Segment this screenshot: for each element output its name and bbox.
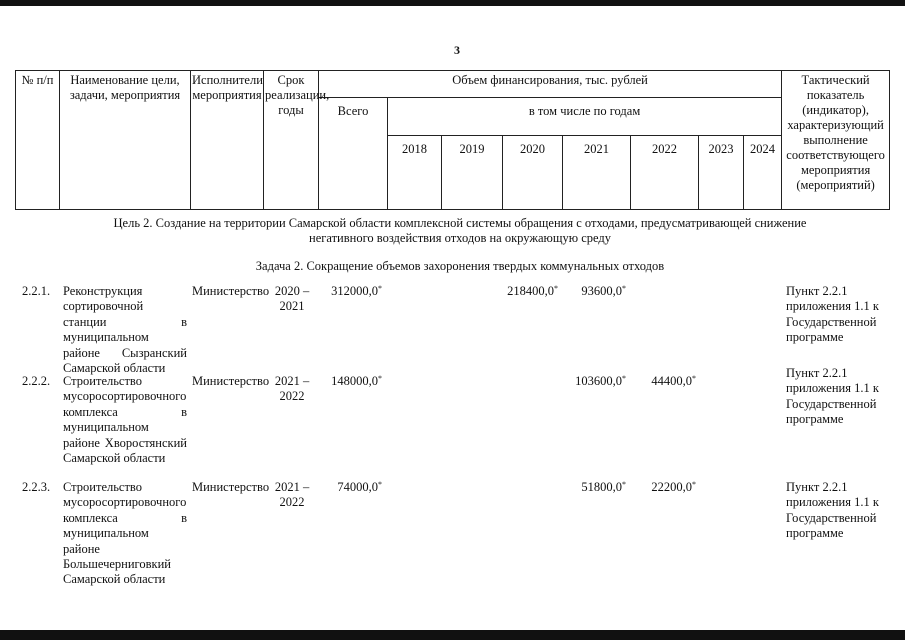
task-heading: Задача 2. Сокращение объемов захоронения твердых коммунальных отходов: [255, 259, 665, 273]
row-2022: 44400,0*: [651, 374, 696, 388]
row-total: 148000,0*: [331, 374, 382, 388]
row-indicator: Пункт 2.2.1 приложения 1.1 к Государственной программе: [786, 480, 879, 541]
header-funding: Объем финансирования, тыс. рублей: [319, 71, 782, 98]
row-2021: 93600,0*: [581, 284, 626, 298]
row-name: Строительство мусоросортировочного комплекса в муниципальном районе Хворостянский Самарской области: [63, 374, 187, 466]
header-exec: Исполнители мероприятия: [191, 71, 264, 210]
row-term: 2020 – 2021: [274, 284, 310, 314]
row-indicator: Пункт 2.2.1 приложения 1.1 к Государственной программе: [786, 284, 879, 345]
row-number: 2.2.2.: [22, 374, 51, 388]
header-year: 2022: [631, 136, 699, 210]
row-2021: 51800,0*: [581, 480, 626, 494]
top-border: [0, 0, 905, 6]
page-number: 3: [454, 43, 460, 57]
header-term: Срок реализации, годы: [264, 71, 319, 210]
goal-heading: Цель 2. Создание на территории Самарской области комплексной системы обращения с отходами, предусматривающей снижение негативного воздействия отходов на окружающую среду: [113, 216, 807, 245]
row-number: 2.2.1.: [22, 284, 51, 298]
table-row: [0, 480, 905, 610]
header-year: 2024: [744, 136, 782, 210]
row-executor: Министерство: [192, 374, 270, 388]
row-executor: Министерство: [192, 284, 270, 298]
row-total: 312000,0*: [331, 284, 382, 298]
row-2021: 103600,0*: [575, 374, 626, 388]
row-indicator: Пункт 2.2.1 приложения 1.1 к Государственной программе: [786, 366, 879, 427]
row-term: 2021 – 2022: [274, 374, 310, 404]
table-header: [15, 70, 890, 210]
row-2022: 22200,0*: [651, 480, 696, 494]
row-term: 2021 – 2022: [274, 480, 310, 510]
header-year: 2018: [388, 136, 442, 210]
row-2020: 218400,0*: [507, 284, 558, 298]
header-name: Наименование цели, задачи, мероприятия: [60, 71, 191, 210]
header-year: 2023: [699, 136, 744, 210]
row-name: Реконструкция сортировочной станции в муниципальном районе Сызранский Самарской области: [63, 284, 187, 376]
row-name: Строительство мусоросортировочного комплекса в муниципальном районе Большечерниговкий Самарской области: [63, 480, 187, 587]
header-year: 2019: [442, 136, 503, 210]
header-year: 2021: [563, 136, 631, 210]
row-number: 2.2.3.: [22, 480, 51, 494]
row-total: 74000,0*: [337, 480, 382, 494]
header-num: № п/п: [16, 71, 60, 210]
header-year: 2020: [503, 136, 563, 210]
header-indicator: Тактический показатель (индикатор), характеризующий выполнение соответствующего мероприятия (мероприятий): [782, 71, 890, 210]
header-by-years: в том числе по годам: [388, 98, 782, 136]
row-executor: Министерство: [192, 480, 270, 494]
bottom-border: [0, 630, 905, 640]
header-total: Всего: [319, 98, 388, 210]
